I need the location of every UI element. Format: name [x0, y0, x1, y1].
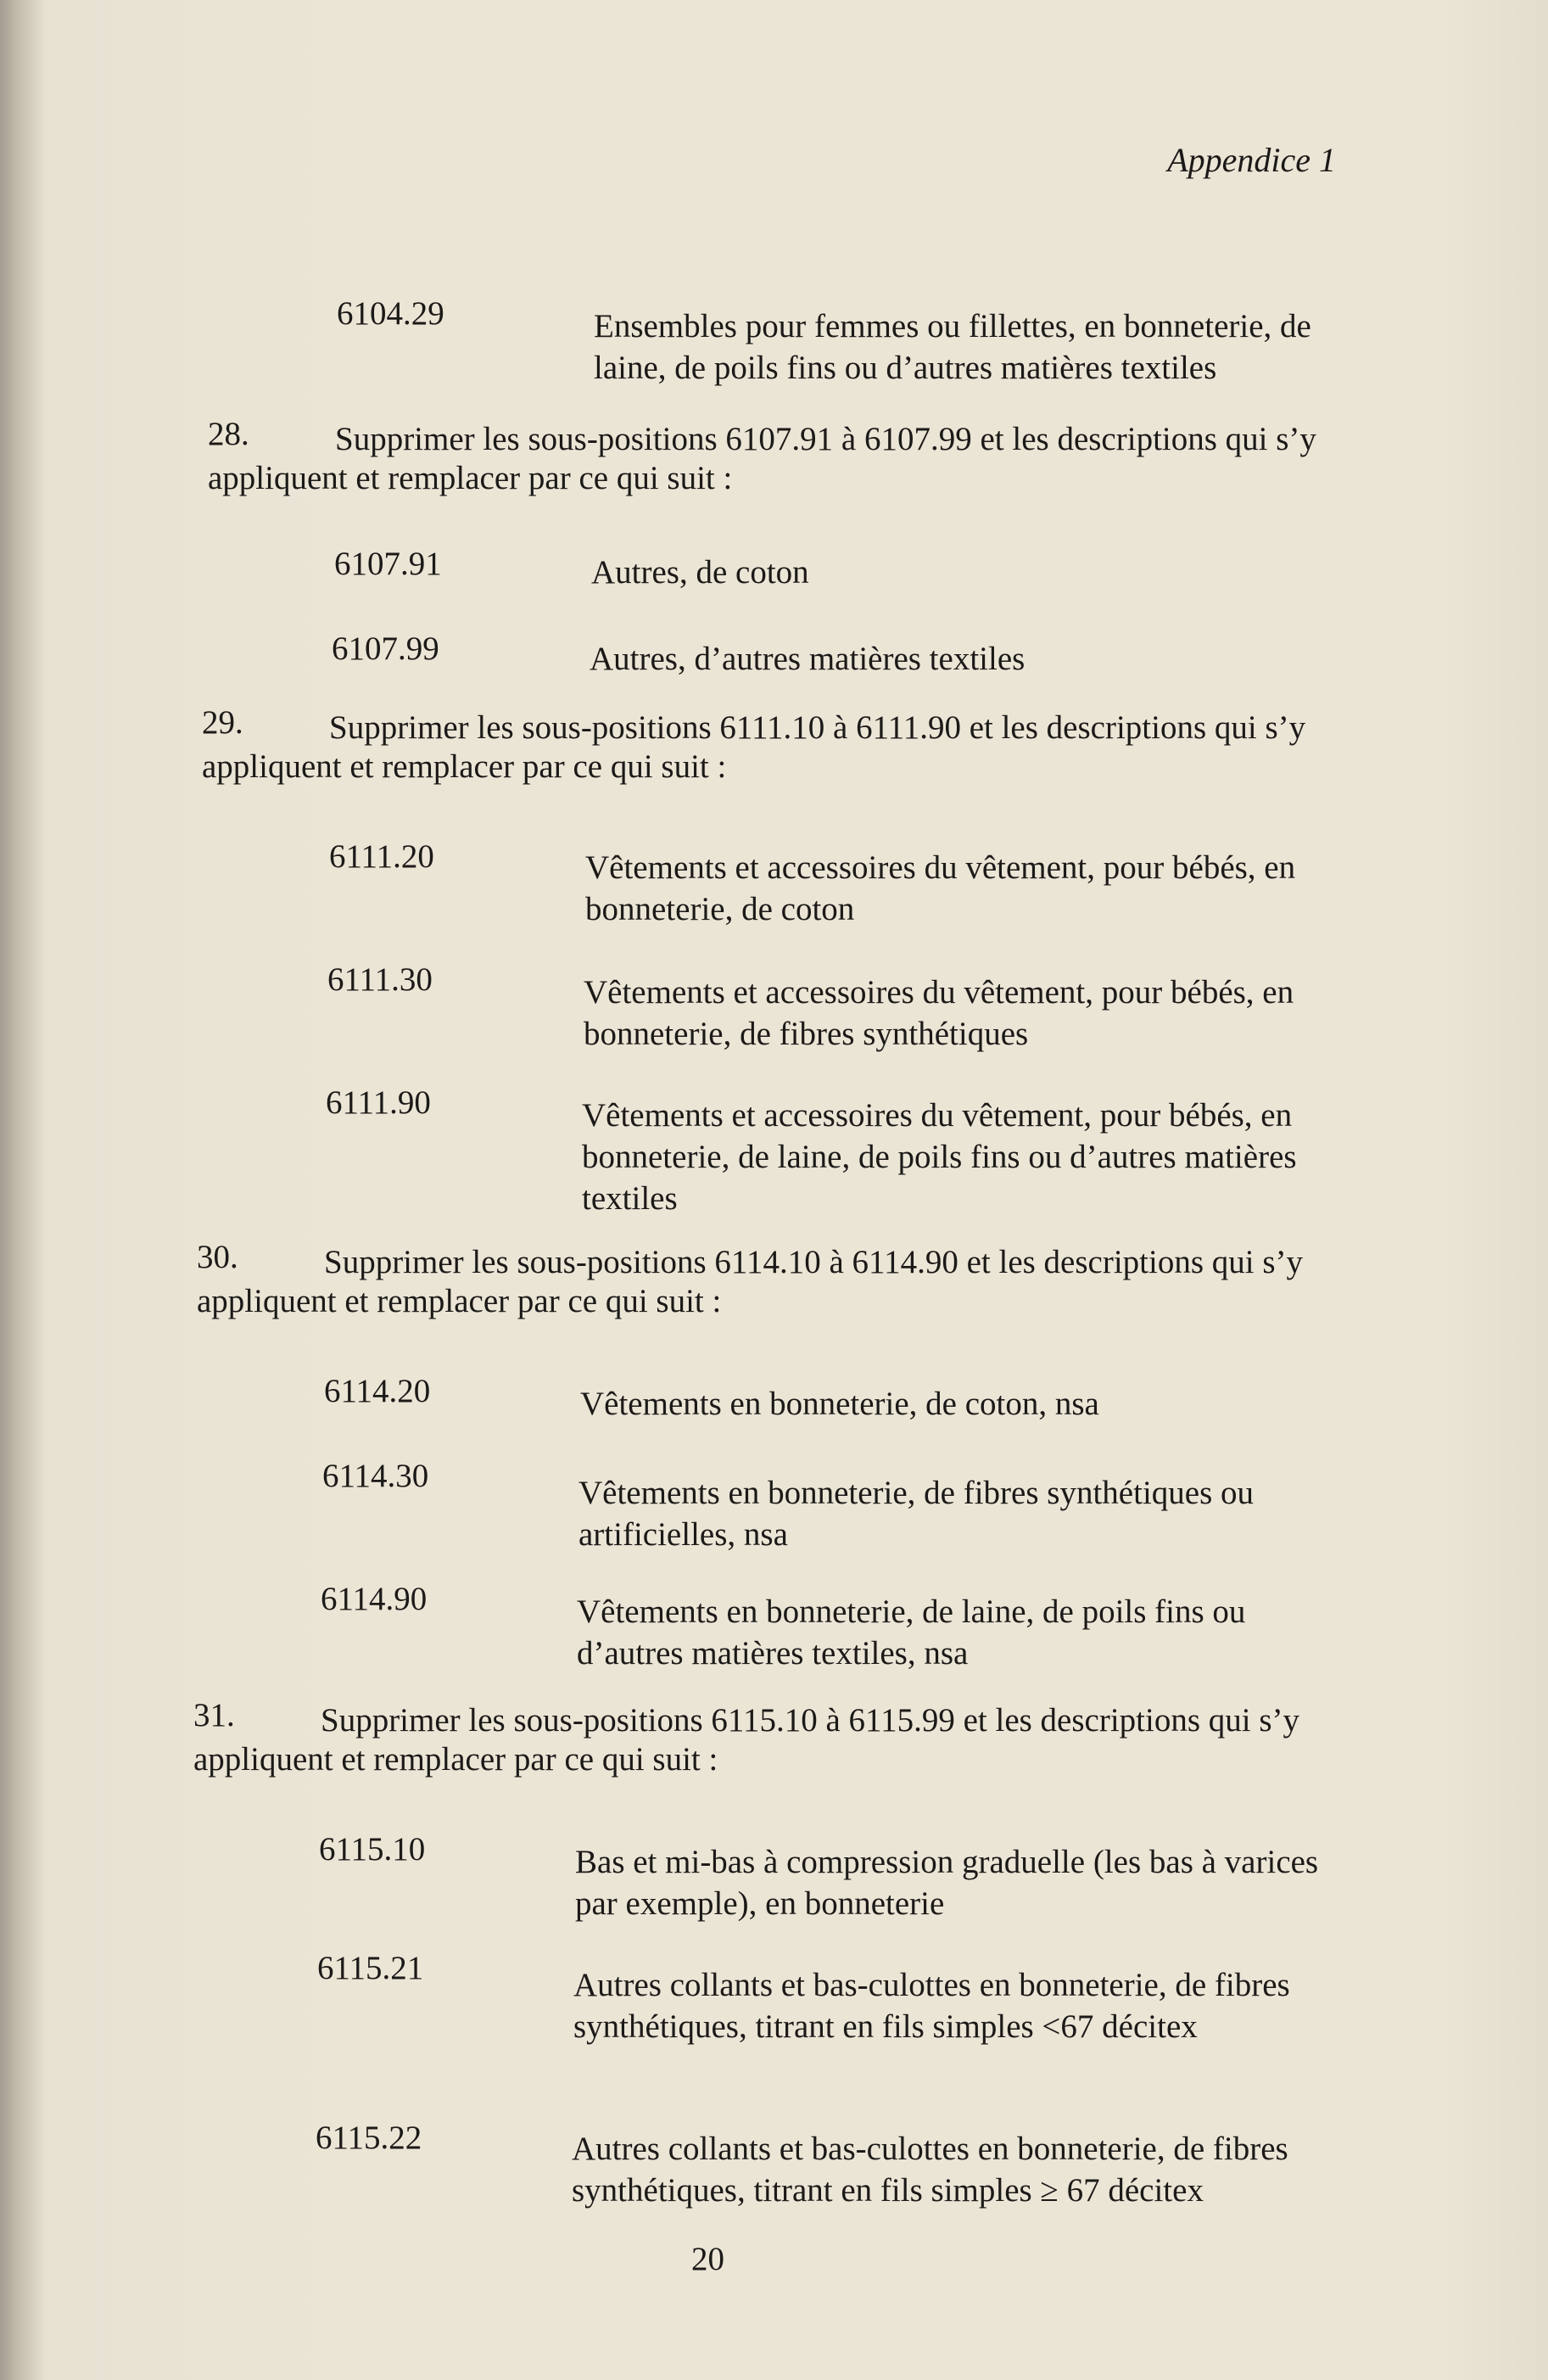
tariff-description: Vêtements en bonneterie, de laine, de poils fins ou d’autres matières textiles, nsa — [577, 1593, 1246, 1672]
tariff-description: Autres collants et bas-culottes en bonneterie, de fibres synthétiques, titrant en fils simples <67 décitex — [573, 1967, 1290, 2045]
running-header: Appendice 1 — [1167, 141, 1336, 179]
amendment-paragraph — [208, 416, 1327, 498]
tariff-description: Vêtements et accessoires du vêtement, pour bébés, en bonneterie, de laine, de poils fins ou d’autres matières textiles — [582, 1097, 1297, 1217]
tariff-description: Autres, de coton — [591, 554, 809, 591]
tariff-description: Bas et mi-bas à compression graduelle (les bas à varices par exemple), en bonneterie — [575, 1844, 1319, 1922]
tariff-code: 6111.30 — [327, 961, 433, 998]
tariff-code: 6111.90 — [326, 1084, 431, 1121]
tariff-description: Vêtements et accessoires du vêtement, pour bébés, en bonneterie, de fibres synthétiques — [584, 974, 1294, 1052]
paragraph-text: Supprimer les sous-positions 6115.10 à 6115.99 et les descriptions qui s’y appliquent et remplacer par ce qui suit : — [193, 1702, 1300, 1778]
tariff-description: Vêtements en bonneterie, de fibres synthétiques ou artificielles, nsa — [578, 1475, 1255, 1553]
amendment-paragraph — [197, 1239, 1316, 1321]
tariff-description: Autres, d’autres matières textiles — [590, 641, 1025, 677]
paragraph-text: Supprimer les sous-positions 6107.91 à 6107.99 et les descriptions qui s’y appliquent et remplacer par ce qui suit : — [208, 421, 1316, 496]
paragraph-text: Supprimer les sous-positions 6111.10 à 6111.90 et les descriptions qui s’y appliquent et remplacer par ce qui suit : — [202, 709, 1306, 785]
tariff-description: Vêtements et accessoires du vêtement, pour bébés, en bonneterie, de coton — [585, 849, 1296, 927]
tariff-code: 6115.22 — [316, 2120, 422, 2156]
book-spine-shadow — [0, 0, 44, 2380]
tariff-code: 6107.99 — [332, 630, 439, 667]
paragraph-number: 28. — [208, 416, 249, 452]
tariff-code: 6107.91 — [334, 546, 442, 582]
tariff-code: 6111.20 — [329, 838, 434, 875]
tariff-description: Ensembles pour femmes ou fillettes, en bonneterie, de laine, de poils fins ou d’autres matières textiles — [594, 308, 1311, 386]
tariff-description: Autres collants et bas-culottes en bonneterie, de fibres synthétiques, titrant en fils simples ≥ 67 décitex — [572, 2131, 1288, 2209]
paragraph-number: 31. — [193, 1697, 235, 1733]
tariff-code: 6114.30 — [322, 1458, 429, 1494]
tariff-code: 6104.29 — [337, 295, 444, 332]
tariff-code: 6115.10 — [319, 1831, 426, 1868]
page-number: 20 — [691, 2241, 724, 2277]
paragraph-number: 29. — [202, 704, 243, 741]
amendment-paragraph — [202, 704, 1322, 787]
paragraph-number: 30. — [197, 1239, 238, 1275]
tariff-code: 6115.21 — [317, 1950, 424, 1986]
tariff-description: Vêtements en bonneterie, de coton, nsa — [580, 1386, 1099, 1422]
amendment-paragraph — [193, 1697, 1313, 1779]
tariff-code: 6114.90 — [321, 1581, 428, 1617]
paragraph-text: Supprimer les sous-positions 6114.10 à 6114.90 et les descriptions qui s’y appliquent et remplacer par ce qui suit : — [197, 1244, 1304, 1319]
tariff-code: 6114.20 — [324, 1373, 431, 1409]
